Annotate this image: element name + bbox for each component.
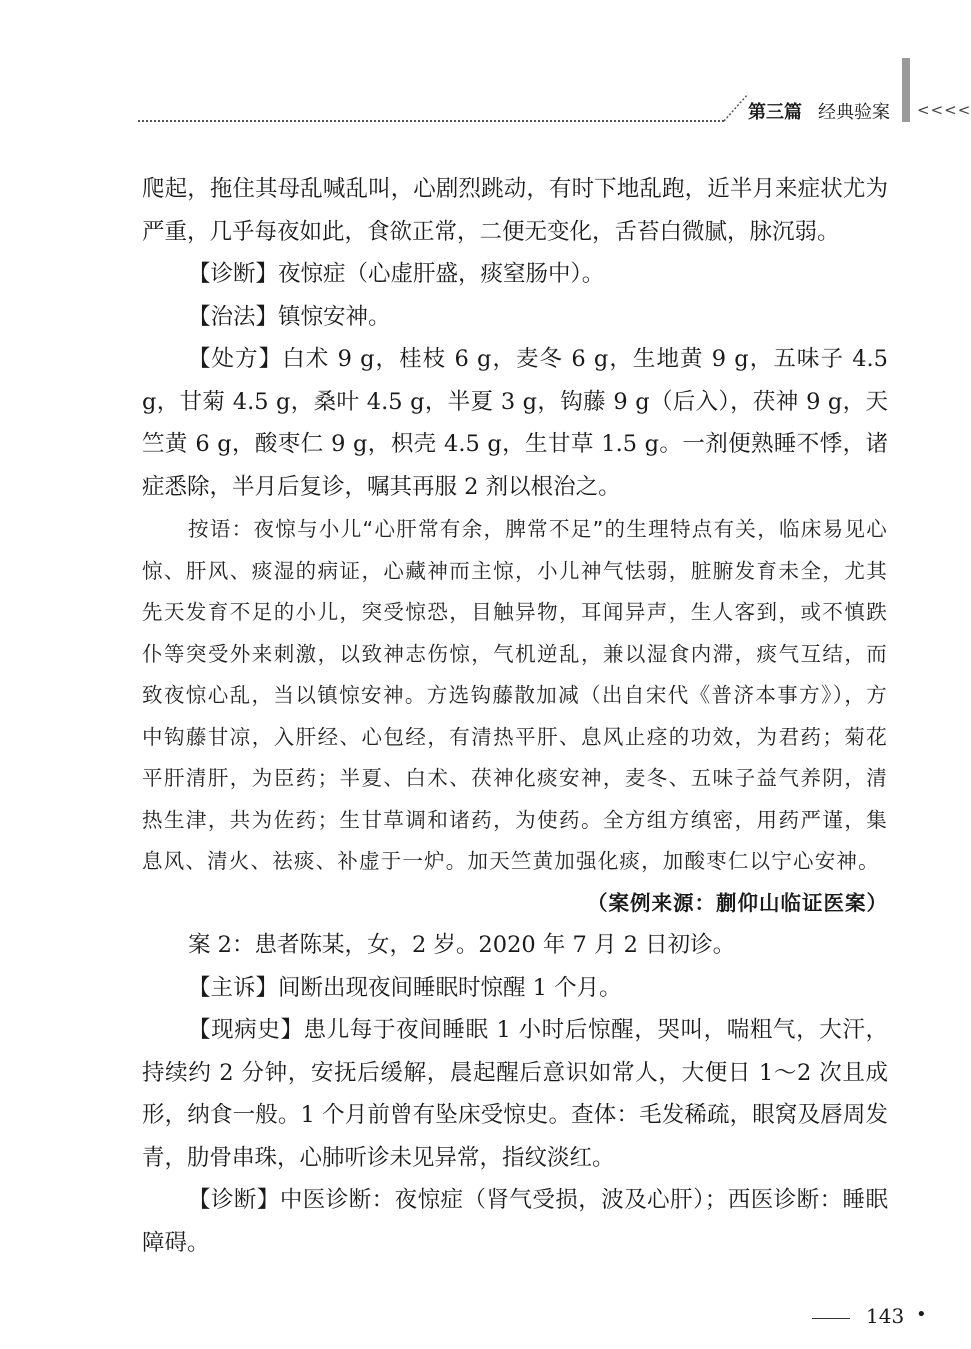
paragraph-diagnosis: 【诊断】夜惊症（心虚肝盛，痰窒肠中）。 — [188, 261, 605, 287]
paragraph-case-2: 案 2：患者陈某，女，2 岁。2020 年 7 月 2 日初诊。 — [188, 932, 736, 958]
paragraph-symptoms: 爬起，拖住其母乱喊乱叫，心剧烈跳动，有时下地乱跑，近半月来症状尤为严重，几乎每夜如此，食欲正常，二便无变化，舌苔白微腻，脉沉弱。 — [142, 176, 888, 245]
header-arrows-icon: <<<< — [917, 101, 971, 119]
footer-rule — [812, 1318, 850, 1319]
part-label: 第三篇 — [748, 102, 802, 123]
paragraph-chief-complaint: 【主诉】间断出现夜间睡眠时惊醒 1 个月。 — [188, 974, 622, 1001]
case-source: （案例来源：蒯仰山临证医案） — [587, 890, 888, 915]
header-thumb-bar — [902, 58, 910, 122]
paragraph-treatment: 【治法】镇惊安神。 — [188, 303, 391, 330]
paragraph-present-history: 【现病史】患儿每于夜间睡眠 1 小时后惊醒，哭叫，喘粗气，大汗，持续约 2 分钟，安抚后缓解，晨起醒后意识如常人，大便日 1～2 次且成形，纳食一般。1 个月前曾有坠床受惊史。查体：毛发稀疏，眼窝及唇周发青，肋骨串珠，心肺听诊未见异常，指纹淡红。 — [142, 1017, 888, 1171]
footer-bullet-icon: • — [916, 1304, 927, 1325]
page-body — [142, 168, 888, 1264]
paragraph-commentary: 按语：夜惊与小儿“心肝常有余，脾常不足”的生理特点有关，临床易见心惊、肝风、痰湿的病证，心藏神而主惊，小儿神气怯弱，脏腑发育未全，尤其先天发育不足的小儿，突受惊恐，目触异物，耳闻异声，生人客到，或不慎跌仆等突受外来刺激，以致神志伤惊，气机逆乱，兼以湿食内滞，痰气互结，而致夜惊心乱，当以镇惊安神。方选钩藤散加减（出自宋代《普济本事方》），方中钩藤甘凉，入肝经、心包经，有清热平肝、息风止痉的功效，为君药；菊花平肝清肝，为臣药；半夏、白术、茯神化痰安神，麦冬、五味子益气养阴，清热生津，共为佐药；生甘草调和诸药，为使药。全方组方缜密，用药严谨，集息风、清火、祛痰、补虚于一炉。加天竺黄加强化痰，加酸枣仁以宁心安神。 — [142, 517, 888, 873]
page-number: 143 — [866, 1304, 905, 1328]
header-dotted-rule — [138, 120, 724, 122]
running-header — [748, 98, 890, 124]
paragraph-prescription: 【处方】白术 9 g，桂枝 6 g，麦冬 6 g，生地黄 9 g，五味子 4.5 g，甘菊 4.5 g，桑叶 4.5 g，半夏 3 g，钩藤 9 g（后入），茯神 9 g，天竺黄 6 g，酸枣仁 9 g，枳壳 4.5 g，生甘草 1.5 g。一剂便熟睡不悸，诸症悉除，半月后复诊，嘱其再服 2 剂以根治之。 — [142, 346, 888, 500]
paragraph-diagnosis-2: 【诊断】中医诊断：夜惊症（肾气受损，波及心肝）；西医诊断：睡眠障碍。 — [142, 1187, 888, 1256]
section-label: 经典验案 — [818, 102, 890, 123]
